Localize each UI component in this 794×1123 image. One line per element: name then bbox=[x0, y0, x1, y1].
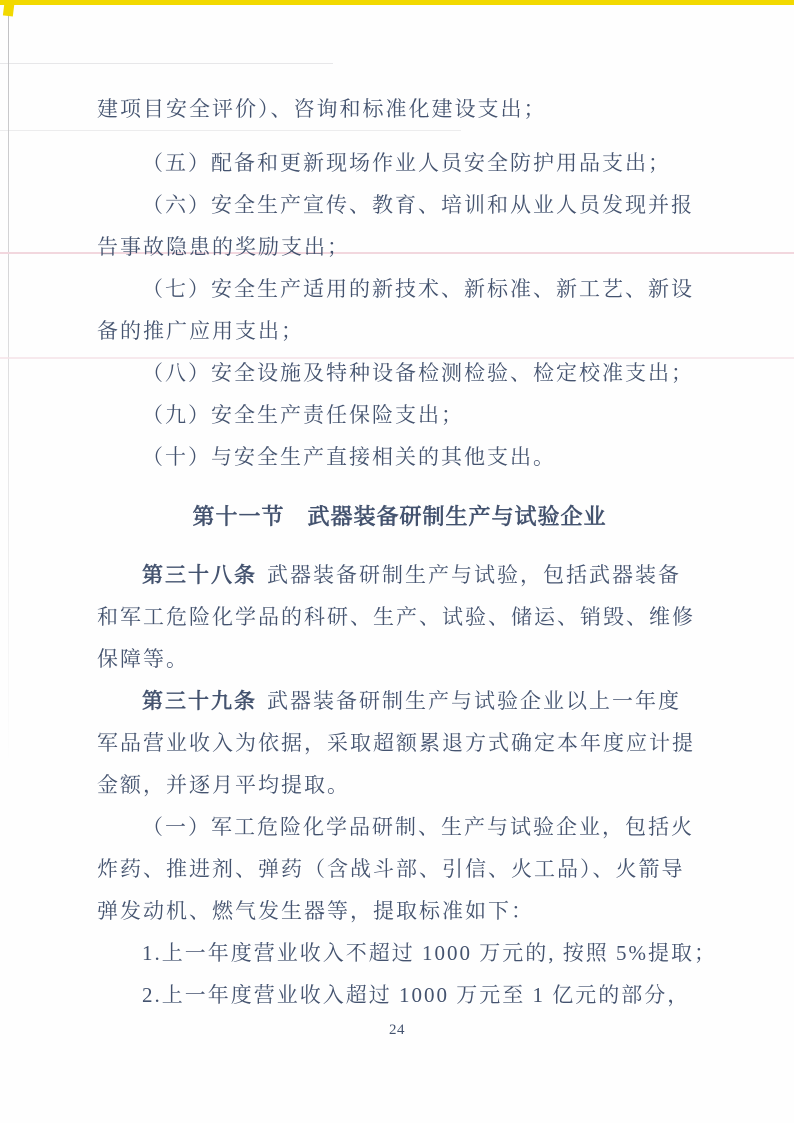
scan-artifact-line bbox=[0, 63, 333, 64]
text-line: 第三十八条 武器装备研制生产与试验，包括武器装备 bbox=[142, 563, 681, 587]
text-line: 保障等。 bbox=[97, 647, 189, 671]
text-line: （十）与安全生产直接相关的其他支出。 bbox=[142, 445, 556, 469]
text-line: 金额，并逐月平均提取。 bbox=[97, 773, 350, 797]
text-line: 炸药、推进剂、弹药（含战斗部、引信、火工品）、火箭导 bbox=[97, 857, 685, 881]
text-line: （一）军工危险化学品研制、生产与试验企业，包括火 bbox=[142, 815, 694, 839]
text-line: 军品营业收入为依据，采取超额累退方式确定本年度应计提 bbox=[97, 731, 695, 755]
text-line: （七）安全生产适用的新技术、新标准、新工艺、新设 bbox=[142, 277, 694, 301]
page-edge-line bbox=[8, 5, 9, 765]
text-line: （八）安全设施及特种设备检测检验、检定校准支出； bbox=[142, 361, 694, 385]
article-number: 第三十八条 bbox=[142, 563, 257, 587]
text-line: 备的推广应用支出； bbox=[97, 319, 304, 343]
scan-edge-strip bbox=[0, 0, 794, 5]
page-number: 24 bbox=[389, 1022, 405, 1038]
text-line: （五）配备和更新现场作业人员安全防护用品支出； bbox=[142, 151, 671, 175]
text-line: 弹发动机、燃气发生器等，提取标准如下： bbox=[97, 899, 534, 923]
content bbox=[97, 88, 717, 1016]
section-heading: 第十一节 武器装备研制生产与试验企业 bbox=[192, 504, 607, 529]
text-line: 1.上一年度营业收入不超过 1000 万元的, 按照 5%提取； bbox=[142, 941, 717, 965]
text-line: 和军工危险化学品的科研、生产、试验、储运、销毁、维修 bbox=[97, 605, 695, 629]
text-line: 第三十九条 武器装备研制生产与试验企业以上一年度 bbox=[142, 689, 681, 713]
text-line: （六）安全生产宣传、教育、培训和从业人员发现并报 bbox=[142, 193, 694, 217]
text-line: 2.上一年度营业收入超过 1000 万元至 1 亿元的部分， bbox=[142, 983, 691, 1007]
text-line: 告事故隐患的奖励支出； bbox=[97, 235, 350, 259]
article-number: 第三十九条 bbox=[142, 689, 257, 713]
text-line: （九）安全生产责任保险支出； bbox=[142, 403, 464, 427]
text-line: 建项目安全评价）、咨询和标准化建设支出； bbox=[97, 97, 547, 121]
